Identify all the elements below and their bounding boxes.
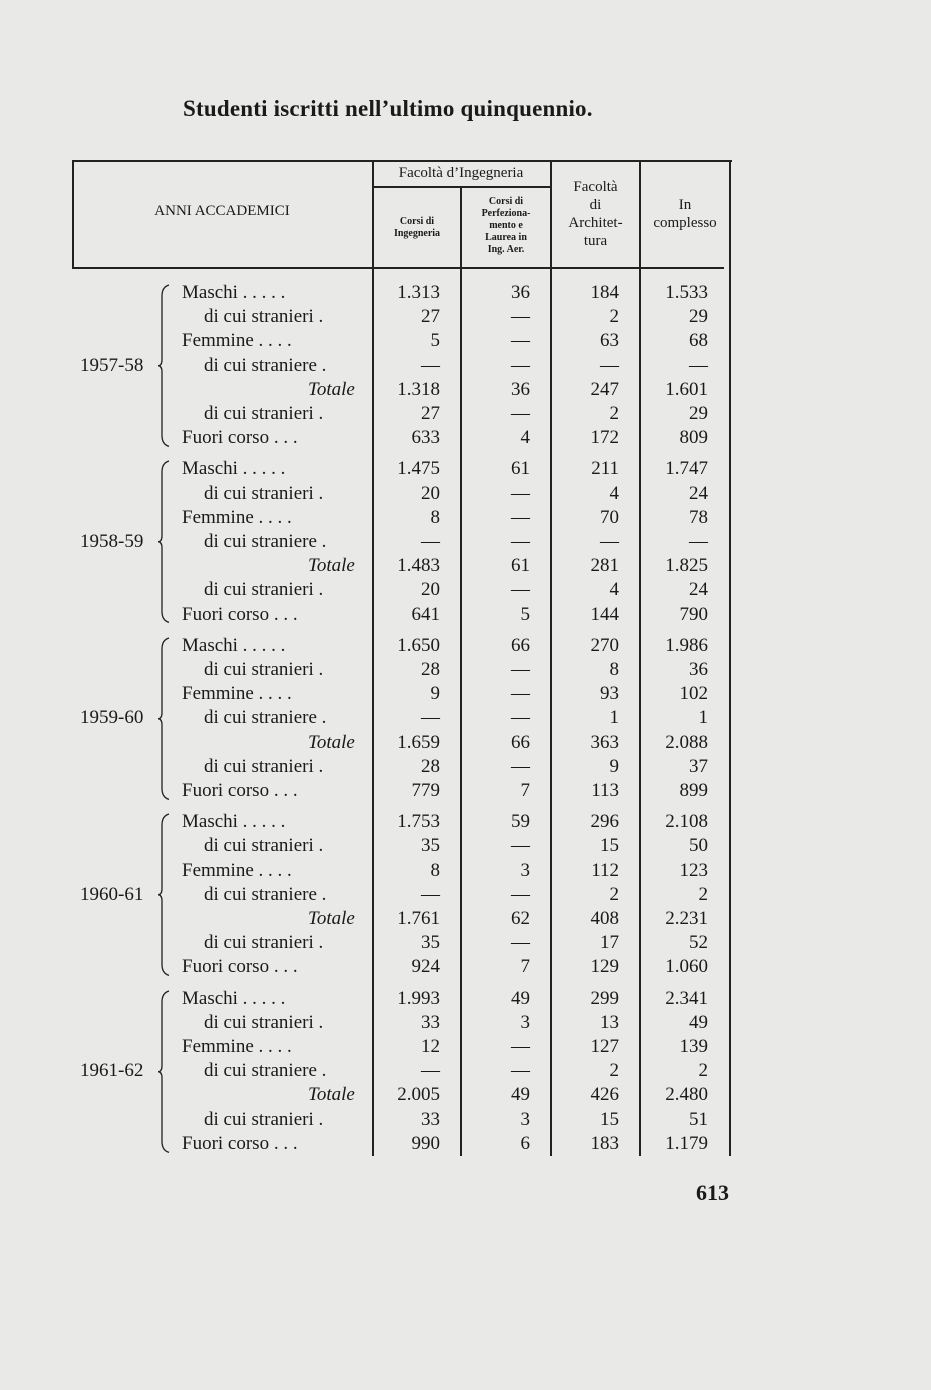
cell-value: — <box>511 531 530 552</box>
cell-value: — <box>511 835 530 857</box>
cell-value: 3 <box>520 1011 530 1033</box>
table-row-maschi <box>72 282 732 306</box>
table-row-fuori-corso <box>72 427 732 451</box>
cell-value: — <box>511 354 530 376</box>
cell-value: 1.601 <box>665 378 708 400</box>
cell-value: 102 <box>679 683 708 705</box>
table-row-maschi <box>72 458 732 482</box>
cell-value: 15 <box>600 835 619 857</box>
cell-value: 2.088 <box>665 731 708 753</box>
cell-value: 112 <box>591 859 619 881</box>
cell-value: 8 <box>430 506 440 528</box>
cell-value: 1.753 <box>397 811 440 833</box>
cell-value: 1.986 <box>665 634 708 656</box>
row-label: di cui stranieri . <box>204 482 324 504</box>
cell-value: 33 <box>421 1108 440 1130</box>
row-label: Fuori corso . . . <box>182 603 298 625</box>
table-row-femmine <box>72 683 732 707</box>
table-row-di-cui-straniere <box>72 707 732 731</box>
cell-value: 78 <box>689 506 708 528</box>
cell-value: 4 <box>609 482 619 504</box>
table-row-totale <box>72 555 732 579</box>
cell-value: 7 <box>520 956 530 978</box>
cell-value: 1.747 <box>665 458 708 480</box>
row-label: di cui stranieri . <box>204 932 324 954</box>
row-label: di cui straniere . <box>204 883 327 905</box>
cell-value: 29 <box>689 403 708 424</box>
row-label: Fuori corso . . . <box>182 427 298 449</box>
header-corsi-perfezionamento: Corsi di Perfeziona- mento e Laurea in Ing. Aer. <box>481 196 531 255</box>
cell-value: 1 <box>698 707 708 729</box>
cell-value: 3 <box>520 859 530 881</box>
cell-value: 139 <box>679 1036 708 1057</box>
cell-value: 66 <box>511 634 530 656</box>
row-label: di cui stranieri . <box>204 1108 324 1130</box>
table-row-totale-di-cui-stranieri <box>72 1109 732 1133</box>
cell-value: — <box>511 659 530 680</box>
cell-value: 211 <box>591 458 619 480</box>
header-corsi-ingegneria: Corsi di Ingegneria <box>393 216 441 239</box>
cell-value: — <box>511 932 530 954</box>
cell-value: — <box>511 683 530 705</box>
cell-value: 296 <box>590 811 619 833</box>
cell-value: 123 <box>679 859 708 881</box>
header-in-complesso: In complesso <box>653 197 717 231</box>
year-label: 1960-61 <box>80 883 144 905</box>
header-facolta-architettura: Facoltà di Architet- tura <box>568 179 623 249</box>
cell-value: 2 <box>609 1060 619 1082</box>
cell-value: 3 <box>520 1108 530 1130</box>
cell-value: 36 <box>689 659 708 680</box>
table-row-maschi <box>72 988 732 1012</box>
table-row-femmine <box>72 507 732 531</box>
cell-value: 924 <box>411 956 440 978</box>
cell-value: 247 <box>590 378 619 400</box>
table-row-di-cui-stranieri <box>72 835 732 859</box>
cell-value: 172 <box>590 427 619 449</box>
row-label: Maschi . . . . . <box>182 282 286 303</box>
cell-value: 990 <box>411 1132 440 1154</box>
cell-value: 20 <box>421 482 440 504</box>
cell-value: 49 <box>511 987 530 1009</box>
cell-value: 4 <box>520 427 530 449</box>
table-row-totale-di-cui-stranieri <box>72 756 732 780</box>
cell-value: 28 <box>421 755 440 777</box>
row-label: di cui stranieri . <box>204 579 324 601</box>
cell-value: 1.650 <box>397 634 440 656</box>
cell-value: 5 <box>520 603 530 625</box>
table-row-femmine <box>72 330 732 354</box>
cell-value: 1.483 <box>397 555 440 577</box>
cell-value: 50 <box>689 835 708 857</box>
cell-value: 299 <box>590 987 619 1009</box>
cell-value: — <box>511 707 530 729</box>
table-row-fuori-corso <box>72 780 732 804</box>
cell-value: 33 <box>421 1011 440 1033</box>
table-row-totale <box>72 1084 732 1108</box>
cell-value: 51 <box>689 1108 708 1130</box>
cell-value: 7 <box>520 780 530 801</box>
year-label: 1959-60 <box>80 707 144 729</box>
cell-value: — <box>421 707 440 729</box>
left-border <box>72 160 74 268</box>
cell-value: 36 <box>511 282 530 303</box>
cell-value: 8 <box>430 859 440 881</box>
row-label: Maschi . . . . . <box>182 634 286 656</box>
row-label: di cui stranieri . <box>204 659 324 680</box>
row-label: di cui stranieri . <box>204 1011 324 1033</box>
cell-value: 15 <box>600 1108 619 1130</box>
cell-value: 779 <box>411 780 440 801</box>
cell-value: — <box>689 354 708 376</box>
cell-value: 113 <box>591 780 619 801</box>
header-facolta-ingegneria: Facoltà d’Ingegneria <box>398 165 524 181</box>
row-label: Femmine . . . . <box>182 1036 292 1057</box>
cell-value: 8 <box>609 659 619 680</box>
cell-value: 144 <box>590 603 619 625</box>
cell-value: 2.231 <box>665 908 708 929</box>
cell-value: 13 <box>600 1011 619 1033</box>
header-anni-accademici: ANNI ACCADEMICI <box>154 203 290 219</box>
row-label: Fuori corso . . . <box>182 1132 298 1154</box>
row-label: Fuori corso . . . <box>182 956 298 978</box>
cell-value: 4 <box>609 579 619 601</box>
table-row-totale <box>72 908 732 932</box>
table-row-di-cui-stranieri <box>72 1012 732 1036</box>
cell-value: 5 <box>430 330 440 352</box>
cell-value: 62 <box>511 908 530 929</box>
table-row-di-cui-straniere <box>72 531 732 555</box>
table-row-maschi <box>72 811 732 835</box>
cell-value: 1.179 <box>665 1132 708 1154</box>
cell-value: — <box>421 354 440 376</box>
cell-value: 49 <box>689 1011 708 1033</box>
table-row-femmine <box>72 1036 732 1060</box>
cell-value: 35 <box>421 932 440 954</box>
table-row-totale-di-cui-stranieri <box>72 932 732 956</box>
row-label: di cui stranieri . <box>204 835 324 857</box>
table-row-maschi <box>72 635 732 659</box>
cell-value: — <box>511 506 530 528</box>
cell-value: 24 <box>689 482 708 504</box>
cell-value: 68 <box>689 330 708 352</box>
cell-value: 809 <box>679 427 708 449</box>
cell-value: 633 <box>411 427 440 449</box>
cell-value: — <box>421 1060 440 1082</box>
cell-value: 2 <box>698 883 708 905</box>
row-label: Totale <box>308 378 355 400</box>
table-row-fuori-corso <box>72 604 732 628</box>
cell-value: 70 <box>600 506 619 528</box>
table-row-fuori-corso <box>72 956 732 980</box>
cell-value: 1.825 <box>665 555 708 577</box>
cell-value: — <box>421 531 440 552</box>
row-label: Femmine . . . . <box>182 506 292 528</box>
cell-value: 36 <box>511 378 530 400</box>
cell-value: 27 <box>421 306 440 328</box>
row-label: Femmine . . . . <box>182 683 292 705</box>
cell-value: 1.475 <box>397 458 440 480</box>
cell-value: 61 <box>511 555 530 577</box>
year-label: 1958-59 <box>80 531 144 552</box>
cell-value: — <box>689 531 708 552</box>
cell-value: 27 <box>421 403 440 424</box>
row-label: di cui straniere . <box>204 1060 327 1082</box>
cell-value: — <box>511 883 530 905</box>
cell-value: 183 <box>590 1132 619 1154</box>
cell-value: 641 <box>411 603 440 625</box>
cell-value: 1.318 <box>397 378 440 400</box>
table-row-di-cui-stranieri <box>72 659 732 683</box>
cell-value: 1.533 <box>665 282 708 303</box>
cell-value: — <box>421 883 440 905</box>
cell-value: 9 <box>430 683 440 705</box>
cell-value: 2 <box>698 1060 708 1082</box>
cell-value: — <box>511 1060 530 1082</box>
row-label: di cui stranieri . <box>204 306 324 328</box>
table-row-di-cui-stranieri <box>72 483 732 507</box>
cell-value: 2.108 <box>665 811 708 833</box>
table-row-totale <box>72 732 732 756</box>
cell-value: — <box>511 579 530 601</box>
cell-value: 426 <box>590 1084 619 1106</box>
cell-value: 899 <box>679 780 708 801</box>
cell-value: 127 <box>590 1036 619 1057</box>
cell-value: — <box>511 330 530 352</box>
cell-value: 35 <box>421 835 440 857</box>
cell-value: 408 <box>590 908 619 929</box>
cell-value: 61 <box>511 458 530 480</box>
page-number: 613 <box>696 1180 729 1205</box>
table-row-di-cui-straniere <box>72 355 732 379</box>
cell-value: 63 <box>600 330 619 352</box>
cell-value: 1.761 <box>397 908 440 929</box>
row-label: di cui straniere . <box>204 354 327 376</box>
row-label: di cui straniere . <box>204 531 327 552</box>
cell-value: 1.659 <box>397 731 440 753</box>
cell-value: 1 <box>609 707 619 729</box>
cell-value: 37 <box>689 755 708 777</box>
cell-value: 1.060 <box>665 956 708 978</box>
cell-value: 270 <box>590 634 619 656</box>
cell-value: — <box>600 531 619 552</box>
table-row-fuori-corso <box>72 1133 732 1157</box>
cell-value: 20 <box>421 579 440 601</box>
cell-value: 281 <box>590 555 619 577</box>
row-label: Totale <box>308 908 355 929</box>
row-label: di cui straniere . <box>204 707 327 729</box>
cell-value: — <box>511 755 530 777</box>
table-row-di-cui-straniere <box>72 884 732 908</box>
year-label: 1957-58 <box>80 354 144 376</box>
cell-value: 2.341 <box>665 987 708 1009</box>
row-label: Femmine . . . . <box>182 330 292 352</box>
table-top-rule <box>72 160 732 162</box>
cell-value: 184 <box>590 282 619 303</box>
cell-value: 129 <box>590 956 619 978</box>
row-label: Totale <box>308 555 355 577</box>
cell-value: 17 <box>600 932 619 954</box>
header-bottom-rule <box>72 267 724 269</box>
cell-value: 93 <box>600 683 619 705</box>
cell-value: 2.480 <box>665 1084 708 1106</box>
cell-value: 28 <box>421 659 440 680</box>
cell-value: — <box>511 1036 530 1057</box>
row-label: Fuori corso . . . <box>182 780 298 801</box>
cell-value: 12 <box>421 1036 440 1057</box>
cell-value: — <box>511 403 530 424</box>
year-label: 1961-62 <box>80 1060 144 1082</box>
page-title: Studenti iscritti nell’ultimo quinquennio. <box>183 96 593 121</box>
row-label: Totale <box>308 731 355 753</box>
row-label: di cui stranieri . <box>204 755 324 777</box>
row-label: Maschi . . . . . <box>182 811 286 833</box>
table-row-totale <box>72 379 732 403</box>
table-row-totale-di-cui-stranieri <box>72 403 732 427</box>
cell-value: 52 <box>689 932 708 954</box>
cell-value: 6 <box>520 1132 530 1154</box>
students-table <box>72 160 732 1156</box>
cell-value: 790 <box>679 603 708 625</box>
table-row-totale-di-cui-stranieri <box>72 579 732 603</box>
cell-value: — <box>600 354 619 376</box>
cell-value: 59 <box>511 811 530 833</box>
row-label: Femmine . . . . <box>182 859 292 881</box>
cell-value: 363 <box>590 731 619 753</box>
cell-value: 2 <box>609 306 619 328</box>
cell-value: 1.313 <box>397 282 440 303</box>
cell-value: — <box>511 306 530 328</box>
cell-value: 24 <box>689 579 708 601</box>
cell-value: 29 <box>689 306 708 328</box>
cell-value: 2 <box>609 883 619 905</box>
cell-value: 2 <box>609 403 619 424</box>
cell-value: 49 <box>511 1084 530 1106</box>
row-label: Totale <box>308 1084 355 1106</box>
cell-value: 2.005 <box>397 1084 440 1106</box>
table-row-femmine <box>72 860 732 884</box>
table-row-di-cui-straniere <box>72 1060 732 1084</box>
row-label: Maschi . . . . . <box>182 987 286 1009</box>
row-label: di cui stranieri . <box>204 403 324 424</box>
table-row-di-cui-stranieri <box>72 306 732 330</box>
row-label: Maschi . . . . . <box>182 458 286 480</box>
cell-value: — <box>511 482 530 504</box>
cell-value: 66 <box>511 731 530 753</box>
cell-value: 1.993 <box>397 987 440 1009</box>
cell-value: 9 <box>609 755 619 777</box>
